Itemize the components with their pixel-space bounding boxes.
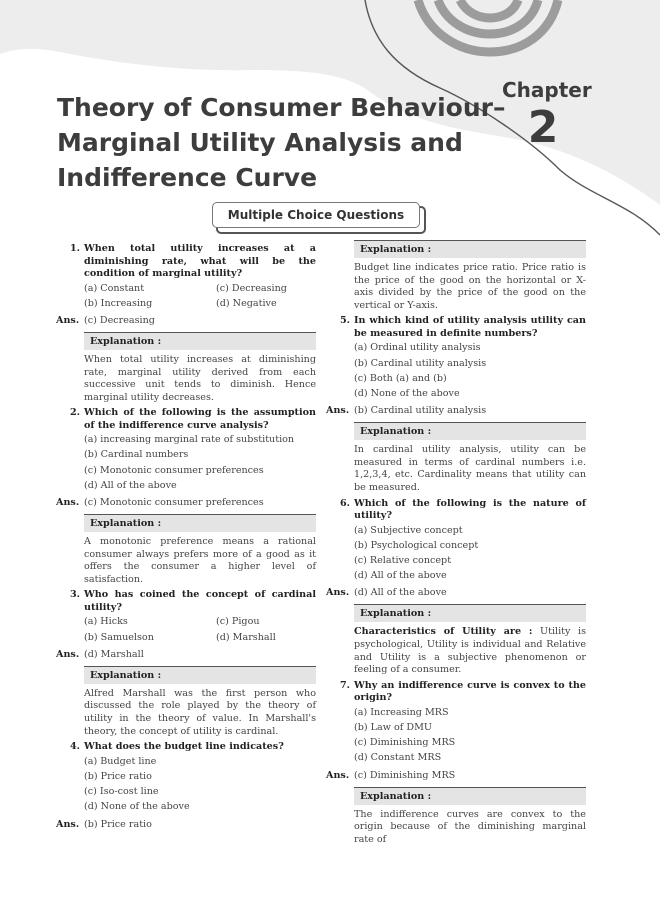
option: (d) Constant MRS xyxy=(354,752,442,764)
question-7 xyxy=(326,680,586,705)
option: (c) Both (a) and (b) xyxy=(354,372,447,384)
option: (c) Decreasing xyxy=(216,282,287,294)
explanation-heading: Explanation : xyxy=(354,787,586,805)
option: (b) Samuelson xyxy=(84,631,154,643)
question-6 xyxy=(326,498,586,523)
question-1 xyxy=(56,243,316,281)
answer-text: (b) Price ratio xyxy=(84,818,152,830)
option: (a) Ordinal utility analysis xyxy=(354,342,481,354)
answer-7 xyxy=(326,768,586,784)
option: (d) Marshall xyxy=(216,631,276,643)
option: (a) Increasing MRS xyxy=(354,706,449,718)
answer-6 xyxy=(326,585,586,601)
question-number: 1. xyxy=(69,243,80,254)
option: (a) Hicks xyxy=(84,616,128,628)
explanation-1: When total utility increases at diminishing rate, marginal utility derived from each successive unit tends to diminish. Hence marginal utility decreases. xyxy=(84,353,316,403)
option: (c) Diminishing MRS xyxy=(354,737,456,749)
option: (b) Cardinal numbers xyxy=(84,449,189,461)
option: (b) Law of DMU xyxy=(354,721,433,733)
answer-label: Ans. xyxy=(56,497,80,509)
answer-text: (d) All of the above xyxy=(354,587,447,599)
explanation-5: In cardinal utility analysis, utility can be measured in terms of cardinal numbers i.e. 1,2,3,4, etc. Cardinality means that utility can be measured. xyxy=(354,444,586,493)
question-text: What does the budget line indicates? xyxy=(84,741,284,753)
option: (b) Psychological concept xyxy=(354,539,479,551)
explanation-heading: Explanation : xyxy=(354,604,586,622)
question-number: 7. xyxy=(339,679,350,691)
option: (d) None of the above xyxy=(354,387,460,399)
question-4 xyxy=(56,741,316,754)
explanation-7: The indifference curves are convex to the origin because of the diminishing marginal rate of xyxy=(354,808,586,845)
question-number: 2. xyxy=(69,407,80,419)
option: (c) Monotonic consumer preferences xyxy=(84,464,264,476)
question-5-options xyxy=(354,340,586,401)
explanation-6 xyxy=(354,626,586,676)
answer-label: Ans. xyxy=(326,405,350,417)
question-text: When total utility increases at a diminishing rate, what will be the condition of marginal utility? xyxy=(84,243,316,279)
option: (d) Negative xyxy=(216,297,277,309)
section-heading: Multiple Choice Questions xyxy=(227,208,405,222)
answer-text: (b) Cardinal utility analysis xyxy=(354,405,487,417)
explanation-heading: Explanation : xyxy=(84,666,316,684)
question-3-options xyxy=(84,614,316,644)
explanation-text: Utility is psychological, Utility is individual and Relative and Utility is a subjective phenomenon or feeling of a consumer. xyxy=(354,626,586,676)
option: (a) increasing marginal rate of substitution xyxy=(84,434,295,446)
question-number: 6. xyxy=(339,497,350,509)
question-number: 4. xyxy=(69,741,80,753)
answer-label: Ans. xyxy=(326,587,350,599)
option: (d) None of the above xyxy=(84,801,190,813)
question-2-options xyxy=(84,432,316,493)
left-column xyxy=(56,240,316,833)
chapter-number: 2 xyxy=(527,102,559,153)
question-1-options xyxy=(84,281,316,311)
explanation-3: Alfred Marshall was the first person who discussed the role played by the theory of utility in the theory of value. In Marshall's theory, the concept of utility is cardinal. xyxy=(84,687,316,737)
option: (c) Relative concept xyxy=(354,554,452,566)
answer-text: (d) Marshall xyxy=(84,648,144,660)
question-2 xyxy=(56,407,316,432)
answer-label: Ans. xyxy=(56,818,80,830)
question-text: In which kind of utility analysis utility can be measured in definite numbers? xyxy=(354,315,586,339)
question-text: Which of the following is the assumption of the indifference curve analysis? xyxy=(84,407,316,431)
chapter-title: Theory of Consumer Behaviour– Marginal Utility Analysis and Indifference Curve xyxy=(57,93,506,192)
option: (d) All of the above xyxy=(84,479,177,491)
option: (b) Increasing xyxy=(84,297,153,309)
right-column xyxy=(326,240,586,848)
option: (b) Price ratio xyxy=(84,770,152,782)
option: (d) All of the above xyxy=(354,570,447,582)
chapter-label: Chapter xyxy=(502,78,592,102)
answer-text: (c) Monotonic consumer preferences xyxy=(84,497,264,509)
question-3 xyxy=(56,589,316,614)
section-heading-box xyxy=(212,202,424,228)
answer-text: (c) Decreasing xyxy=(84,314,155,326)
question-text: Who has coined the concept of cardinal utility? xyxy=(84,589,316,613)
answer-1 xyxy=(56,313,316,329)
answer-label: Ans. xyxy=(56,314,80,326)
question-6-options xyxy=(354,523,586,584)
answer-label: Ans. xyxy=(56,648,80,660)
option: (c) Iso-cost line xyxy=(84,786,159,798)
explanation-2: A monotonic preference means a rational consumer always prefers more of a good as it offers the consumer a higher level of satisfaction. xyxy=(84,536,316,585)
explanation-bold-lead: Characteristics of Utility are : xyxy=(354,626,533,638)
explanation-4: Budget line indicates price ratio. Price ratio is the price of the good on the horizontal or X-axis divided by the price of the good on the vertical or Y-axis. xyxy=(354,262,586,311)
option: (a) Budget line xyxy=(84,755,157,767)
question-5 xyxy=(326,315,586,340)
option: (c) Pigou xyxy=(216,616,260,628)
option: (b) Cardinal utility analysis xyxy=(354,357,487,369)
explanation-heading: Explanation : xyxy=(354,240,586,258)
question-7-options xyxy=(354,705,586,766)
answer-label: Ans. xyxy=(326,769,350,781)
question-number: 3. xyxy=(69,589,80,601)
explanation-heading: Explanation : xyxy=(354,422,586,440)
question-4-options xyxy=(84,754,316,815)
explanation-heading: Explanation : xyxy=(84,514,316,532)
answer-text: (c) Diminishing MRS xyxy=(354,769,456,781)
question-number: 5. xyxy=(339,315,350,327)
option: (a) Subjective concept xyxy=(354,524,463,536)
answer-2 xyxy=(56,495,316,511)
explanation-heading: Explanation : xyxy=(84,332,316,350)
question-text: Why an indifference curve is convex to the origin? xyxy=(354,679,586,704)
answer-3 xyxy=(56,647,316,663)
answer-4 xyxy=(56,817,316,833)
question-text: Which of the following is the nature of utility? xyxy=(354,497,586,522)
answer-5 xyxy=(326,403,586,419)
option: (a) Constant xyxy=(84,282,145,294)
